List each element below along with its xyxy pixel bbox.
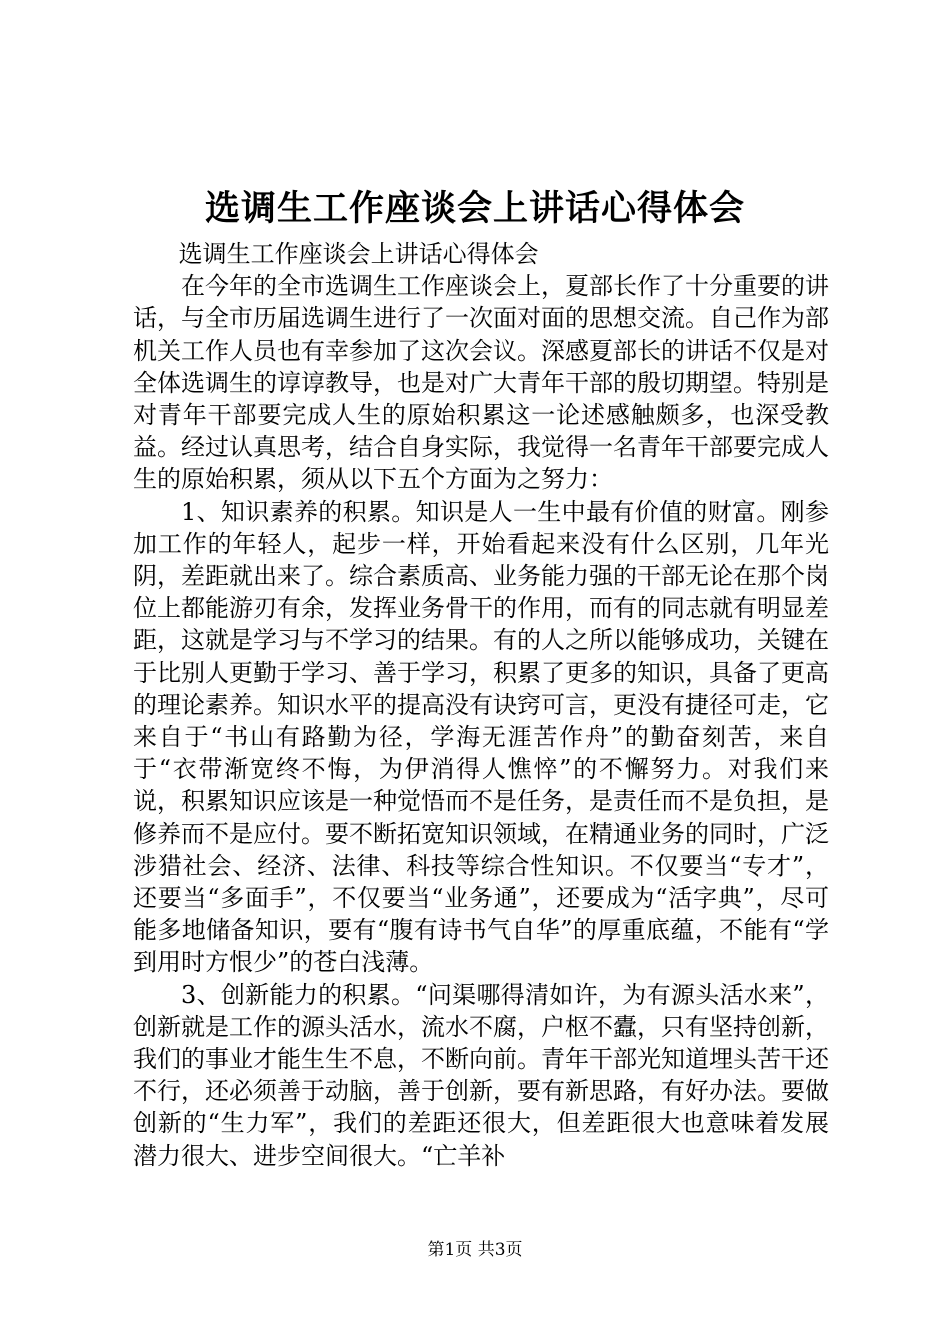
- document-title: 选调生工作座谈会上讲话心得体会: [204, 188, 745, 229]
- page-number-footer: 第1页 共3页: [427, 1240, 523, 1260]
- paragraph-intro: 在今年的全市选调生工作座谈会上，夏部长作了十分重要的讲话，与全市历届选调生进行了一次面对面的思想交流。自己作为部机关工作人员也有幸参加了这次会议。深感夏部长的讲话不仅是对全体选调生的谆谆教导，也是对广大青年干部的殷切期望。特别是对青年干部要完成人生的原始积累这一论述感触颇多，也深受教益。经过认真思考，结合自身实际，我觉得一名青年干部要完成人生的原始积累，须从以下五个方面为之努力：: [133, 272, 829, 494]
- paragraph-knowledge: 1、知识素养的积累。知识是人一生中最有价值的财富。刚参加工作的年轻人，起步一样，开始看起来没有什么区别，几年光阴，差距就出来了。综合素质高、业务能力强的干部无论在那个岗位上都能游刃有余，发挥业务骨干的作用，而有的同志就有明显差距，这就是学习与不学习的结果。有的人之所以能够成功，关键在于比别人更勤于学习、善于学习，积累了更多的知识，具备了更高的理论素养。知识水平的提高没有诀窍可言，更没有捷径可走，它来自于“书山有路勤为径，学海无涯苦作舟”的勤奋刻苦，来自于“衣带渐宽终不悔，为伊消得人憔悴”的不懈努力。对我们来说，积累知识应该是一种觉悟而不是任务，是责任而不是负担，是修养而不是应付。要不断拓宽知识领域，在精通业务的同时，广泛涉猎社会、经济、法律、科技等综合性知识。不仅要当“专才”，还要当“多面手”，不仅要当“业务通”，还要成为“活字典”，尽可能多地储备知识，要有“腹有诗书气自华”的厚重底蕴，不能有“学到用时方恨少”的苍白浅薄。: [133, 497, 829, 977]
- document-subtitle: 选调生工作座谈会上讲话心得体会: [178, 240, 539, 268]
- paragraph-innovation: 3、创新能力的积累。“问渠哪得清如许，为有源头活水来”，创新就是工作的源头活水，流水不腐，户枢不蠹，只有坚持创新，我们的事业才能生生不息，不断向前。青年干部光知道埋头苦干还不行，还必须善于动脑，善于创新，要有新思路，有好办法。要做创新的“生力军”，我们的差距还很大，但差距很大也意味着发展潜力很大、进步空间很大。“亡羊补: [133, 980, 829, 1170]
- document-body: [133, 238, 829, 1172]
